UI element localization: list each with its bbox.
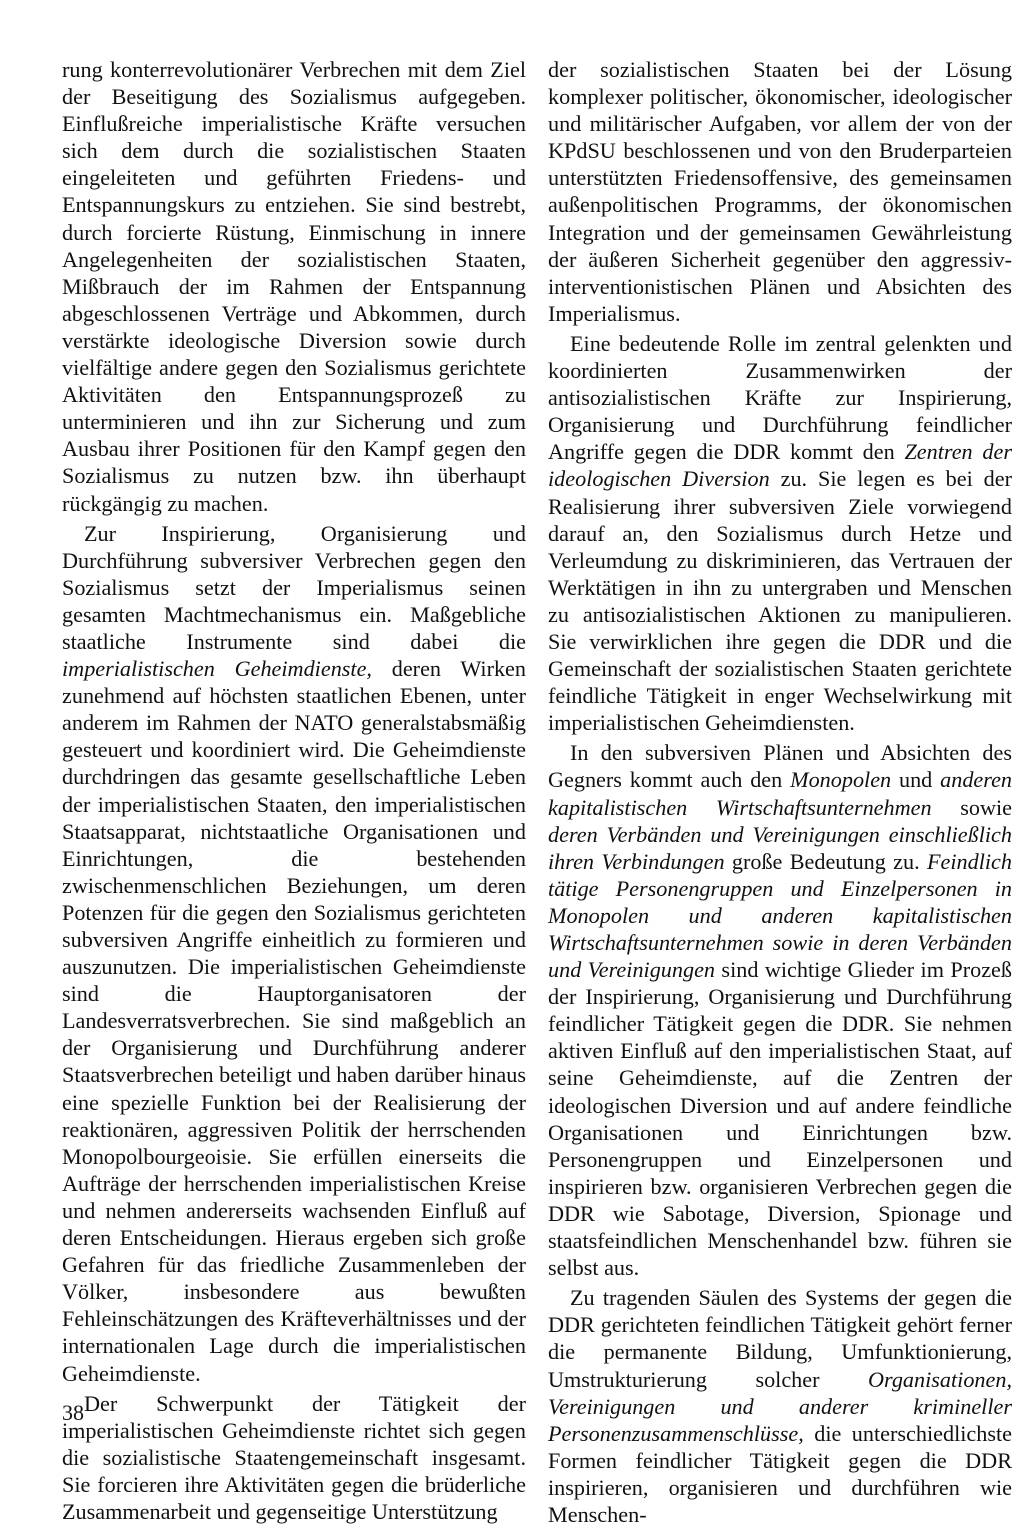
paragraph-text: und [891, 767, 941, 793]
paragraph-text: der sozialistischen Staaten bei der Lösung komplexer politischer, ökonomischer, ideologischer und militärischer Aufgaben, vor allem der von der KPdSU beschlossenen und von den Bruderparteien unterstützten Friedensoffensive, des gemeinsamen außenpolitischen Programms, der ökonomischen Integration und der gemeinsamen Gewährleistung der äußeren Sicherheit gegenüber den aggressiv-interventionistischen Plänen und Absichten des Imperialismus. [548, 57, 1012, 326]
paragraph-text: Zu tragenden Säulen des Systems der gegen die DDR gerichteten feindlichen Tätigkeit gehört ferner die permanente Bildung, Umfunktionierung, Umstrukturierung solcher [548, 1285, 1012, 1392]
paragraph-text: zu. Sie legen es bei der Realisierung ihrer subversiven Ziele vorwiegend darauf an, den Sozialismus durch Hetze und Verleumdung zu diskriminieren, das Vertrauen der Werktätigen in ihn zu untergraben und Menschen zu antisozialistischen Aktionen zu manipulieren. Sie verwirklichen ihre gegen die DDR und die Gemeinschaft der sozialistischen Staaten gerichtete feindliche Tätigkeit in enger Wechselwirkung mit imperialistischen Geheimdiensten. [548, 466, 1012, 736]
emphasis-text: imperialistischen Geheimdienste, [62, 656, 372, 682]
paragraph-text: deren Wirken zunehmend auf höchsten staatlichen Ebenen, unter anderem im Rahmen der NATO generalstabsmäßig gesteuert und koordiniert wird. Die Geheimdienste durchdringen das gesamte gesellschaftliche Leben der imperialistischen Staaten, den imperialistischen Staatsapparat, nichtstaatliche Organisationen und Einrichtungen, die bestehenden zwischenmenschlichen Beziehungen, um deren Potenzen für die gegen den Sozialismus gerichteten subversiven Angriffe einheitlich zu formieren und auszunutzen. Die imperialistischen Geheimdienste sind die Hauptorganisatoren der Landesverratsverbrechen. Sie sind maßgeblich an der Organisierung und Durchführung anderer Staatsverbrechen beteiligt und haben darüber hinaus eine spezielle Funktion bei der Realisierung der reaktionären, aggressiven Politik der herrschenden Monopolbourgeoisie. Sie erfüllen einerseits die Aufträge der herrschenden imperialistischen Kreise und nehmen andererseits wachsenden Einfluß auf deren Entscheidungen. Hieraus ergeben sich große Gefahren für das friedliche Zusammenleben der Völker, insbesondere aus bewußten Fehleinschätzungen des Kräfteverhältnisses und der internationalen Lage durch die imperialistischen Geheimdienste. [62, 656, 526, 1386]
paragraph-text: die unterschiedlichste Formen feindlicher Tätigkeit gegen die DDR inspirieren, organisieren und durchführen wie Menschen- [548, 1420, 1012, 1527]
paragraph-text: Eine bedeutende Rolle im zentral gelenkten und koordinierten Zusammenwirken der antisozialistischen Kräfte zur Inspirierung, Organisierung und Durchführung feindlicher Angriffe gegen die DDR kommt den [548, 330, 1012, 465]
paragraph [548, 1284, 1012, 1528]
paragraph-text: rung konterrevolutionärer Verbrechen mit dem Ziel der Beseitigung des Sozialismus aufgegeben. Einflußreiche imperialistische Kräfte versuchen sich dem durch die sozialistischen Staaten eingeleiteten und geführten Friedens- und Entspannungskurs zu entziehen. Sie sind bestrebt, durch forcierte Rüstung, Einmischung in innere Angelegenheiten der sozialistischen Staaten, Mißbrauch der im Rahmen der Entspannung abgeschlossenen Verträge und Abkommen, durch verstärkte ideologische Diversion sowie durch vielfältige andere gegen den Sozialismus gerichtete Aktivitäten den Entspannungsprozeß zu unterminieren und ihn zur Sicherung und zum Ausbau ihrer Positionen für den Kampf gegen den Sozialismus zu nutzen bzw. ihn überhaupt rückgängig zu machen. [62, 57, 526, 516]
paragraph [62, 56, 526, 517]
right-column [548, 56, 1012, 1528]
paragraph-text: große Bedeutung zu. [724, 848, 927, 874]
paragraph [548, 330, 1012, 736]
emphasis-text: Monopolen [790, 767, 892, 793]
paragraph [62, 520, 526, 1387]
paragraph [548, 739, 1012, 1281]
emphasis-text: deren Verbänden und Vereinigungen einschließlich ihren Verbindungen [548, 821, 1012, 874]
emphasis-text: Zentren der ideologischen Diversion [548, 439, 1012, 492]
paragraph-text: sowie [931, 794, 1012, 820]
emphasis-text: Organisationen, Vereinigungen und anderer krimineller Personenzusammenschlüsse, [548, 1366, 1012, 1446]
left-column [62, 56, 526, 1525]
paragraph-text: Der Schwerpunkt der Tätigkeit der imperialistischen Geheimdienste richtet sich gegen die sozialistische Staatengemeinschaft insgesamt. Sie forcieren ihre Aktivitäten gegen die brüderliche Zusammenarbeit und gegenseitige Unterstützung [62, 1390, 526, 1524]
paragraph [548, 56, 1012, 327]
page-number: 38 [62, 1400, 84, 1425]
paragraph-text: Zur Inspirierung, Organisierung und Durchführung subversiver Verbrechen gegen den Sozialismus setzt der Imperialismus seinen gesamten Machtmechanismus ein. Maßgebliche staatliche Instrumente sind dabei die [62, 520, 526, 654]
paragraph-text: sind wichtige Glieder im Prozeß der Inspirierung, Organisierung und Durchführung feindlicher Tätigkeit gegen die DDR. Sie nehmen aktiven Einfluß auf den imperialistischen Staat, auf seine Geheimdienste, auf die Zentren der ideologischen Diversion und auf andere feindliche Organisationen und Einrichtungen bzw. Personengruppen und Einzelpersonen und inspirieren bzw. organisieren Verbrechen gegen die DDR wie Sabotage, Diversion, Spionage und staatsfeindlichen Menschenhandel bzw. führen sie selbst aus. [548, 957, 1012, 1281]
emphasis-text: anderen kapitalistischen Wirtschaftsunternehmen [548, 767, 1013, 820]
emphasis-text: Feindlich tätige Personengruppen und Einzelpersonen in Monopolen und anderen kapitalistischen Wirtschaftsunternehmen sowie in deren Verbänden und Vereinigungen [548, 848, 1012, 983]
paragraph-text: In den subversiven Plänen und Absichten des Gegners kommt auch den [548, 740, 1012, 793]
paragraph [62, 1390, 526, 1525]
